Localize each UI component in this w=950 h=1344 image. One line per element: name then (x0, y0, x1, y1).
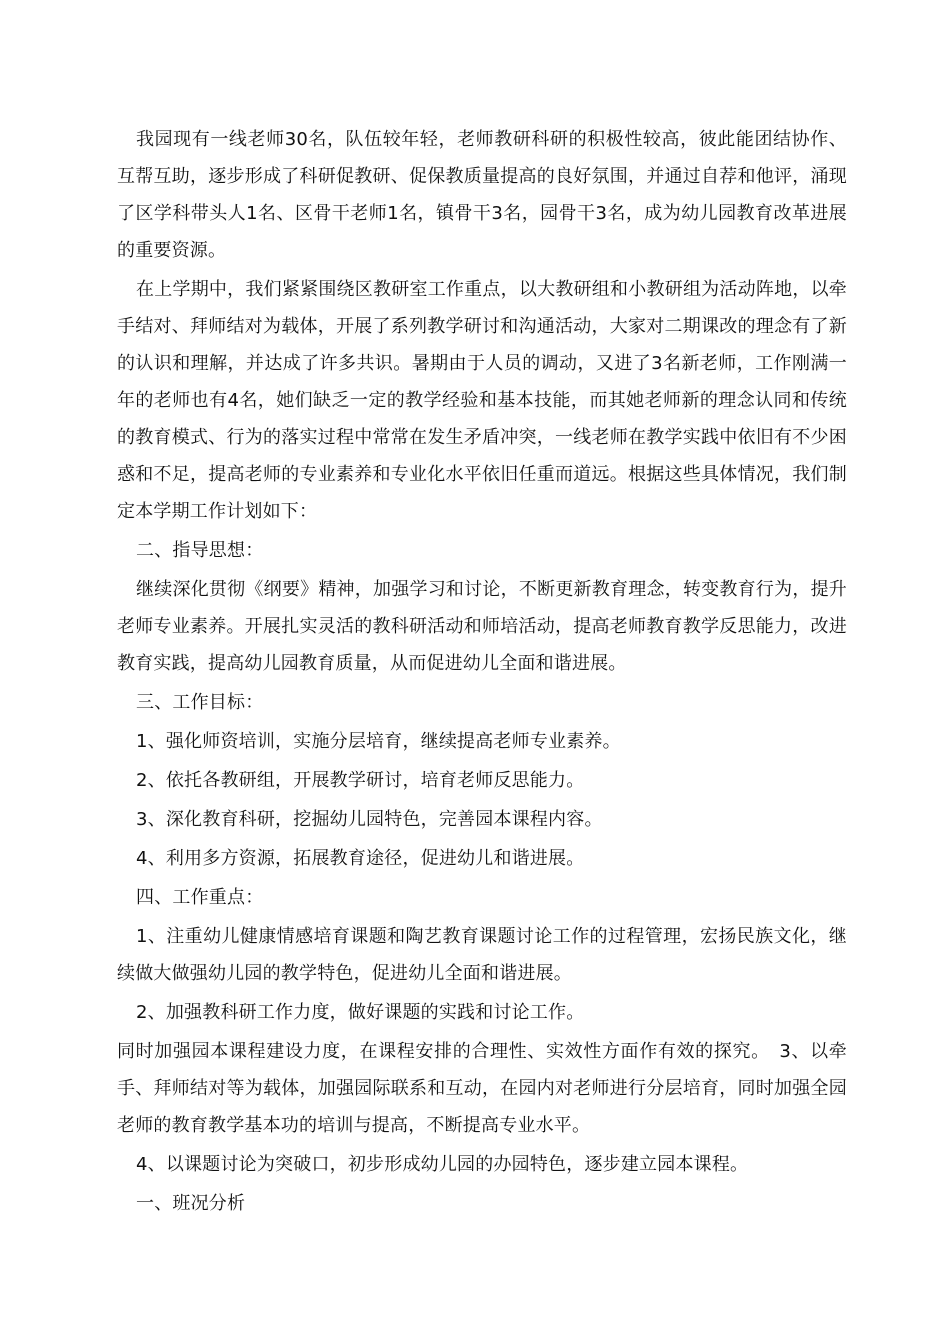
focus-item-2: 2、加强教科研工作力度，做好课题的实践和讨论工作。 (136, 1002, 585, 1023)
paragraph-last-semester-review: 在上学期中，我们紧紧围绕区教研室工作重点，以大教研组和小教研组为活动阵地，以牵手结对、拜师结对为载体，开展了系列教学研讨和沟通活动，大家对二期课改的理念有了新的认识和理解，并达成了许多共识。暑期由于人员的调动，又进了3名新老师，工作刚满一年的老师也有4名，她们缺乏一定的教学经验和基本技能，而其她老师新的理念认同和传统的教育模式、行为的落实过程中常常在发生矛盾冲突，一线老师在教学实践中依旧有不少困惑和不足，提高老师的专业素养和专业化水平依旧任重而道远。根据这些具体情况，我们制定本学期工作计划如下： (117, 279, 847, 522)
heading-guiding-ideology: 二、指导思想： (136, 540, 264, 561)
focus-item-1: 1、注重幼儿健康情感培育课题和陶艺教育课题讨论工作的过程管理，宏扬民族文化，继续做大做强幼儿园的教学特色，促进幼儿全面和谐进展。 (117, 926, 847, 984)
focus-item-2-continued: 同时加强园本课程建设力度，在课程安排的合理性、实效性方面作有效的探究。 3、以牵手、拜师结对等为载体，加强园际联系和互动，在园内对老师进行分层培育，同时加强全园老师的教育教学基本功的培训与提高，不断提高专业水平。 (117, 1041, 847, 1136)
paragraph-staff-overview: 我园现有一线老师30名，队伍较年轻，老师教研科研的积极性较高，彼此能团结协作、互帮互助，逐步形成了科研促教研、促保教质量提高的良好氛围，并通过自荐和他评，涌现了区学科带头人1名、区骨干老师1名，镇骨干3名，园骨干3名，成为幼儿园教育改革进展的重要资源。 (117, 129, 847, 261)
goal-item-3: 3、深化教育科研，挖掘幼儿园特色，完善园本课程内容。 (136, 809, 603, 830)
paragraph-guiding-ideology: 继续深化贯彻《纲要》精神，加强学习和讨论，不断更新教育理念，转变教育行为，提升老师专业素养。开展扎实灵活的教科研活动和师培活动，提高老师教育教学反思能力，改进教育实践，提高幼儿园教育质量，从而促进幼儿全面和谐进展。 (117, 579, 847, 674)
goal-item-2: 2、依托各教研组，开展教学研讨，培育老师反思能力。 (136, 770, 585, 791)
focus-item-4: 4、以课题讨论为突破口，初步形成幼儿园的办园特色，逐步建立园本课程。 (136, 1154, 749, 1175)
goal-item-1: 1、强化师资培训，实施分层培育，继续提高老师专业素养。 (136, 731, 621, 752)
heading-work-focus: 四、工作重点： (136, 887, 264, 908)
heading-class-analysis: 一、班况分析 (136, 1193, 246, 1214)
document-page (117, 121, 847, 1222)
goal-item-4: 4、利用多方资源，拓展教育途径，促进幼儿和谐进展。 (136, 848, 585, 869)
heading-work-goals: 三、工作目标： (136, 692, 264, 713)
